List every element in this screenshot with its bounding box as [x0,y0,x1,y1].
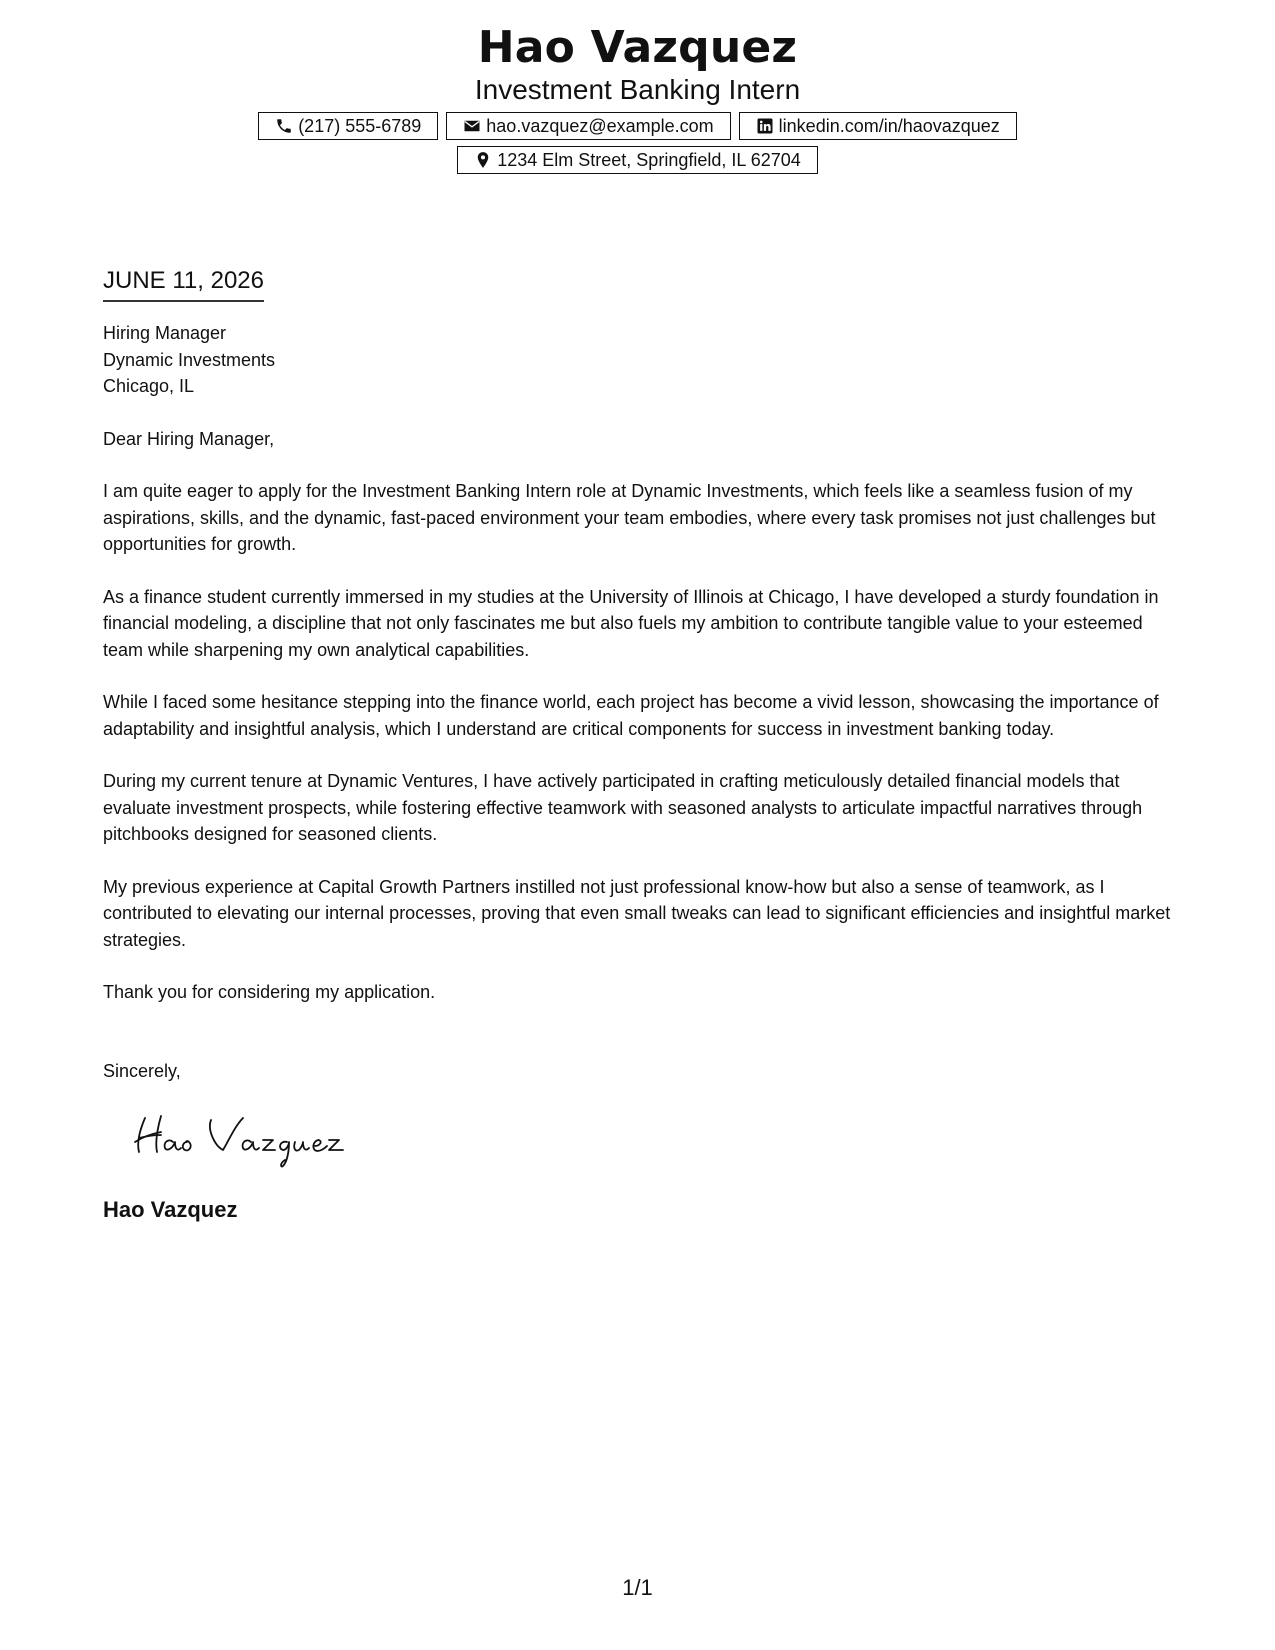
applicant-name: Hao Vazquez [477,22,798,73]
paragraph-education: As a finance student currently immersed in my studies at the University of Illinois at Chicago, I have developed a sturdy foundation in financial modeling, a discipline that not only fascinates me but also fuels my ambition to contribute tangible value to your esteemed team while sharpening my own analytical capabilities. [103,586,1159,660]
contact-row-secondary [0,146,1275,174]
email-address: hao.vazquez@example.com [486,116,714,136]
greeting: Dear Hiring Manager, [103,428,275,449]
phone-icon [275,117,293,135]
recipient-block [103,320,1183,400]
address-chip[interactable] [457,146,818,174]
letter-date: JUNE 11, 2026 [103,266,264,302]
recipient-company: Dynamic Investments [103,349,276,370]
paragraph-intro: I am quite eager to apply for the Investment Banking Intern role at Dynamic Investments, which feels like a seamless fusion of my aspirations, skills, and the dynamic, fast-paced environment your team embodies, where every task promises not just challenges but opportunities for growth. [103,481,1156,554]
paragraph-growth: While I faced some hesitance stepping into the finance world, each project has become a vivid lesson, showcasing the importance of adaptability and insightful analysis, which I understand are critical components for success in investment banking today. [103,692,1159,739]
phone-number: (217) 555-6789 [298,116,422,136]
address-text: 1234 Elm Street, Springfield, IL 62704 [497,150,801,170]
letter-body [103,266,1183,1224]
envelope-icon [463,117,481,135]
linkedin-url: linkedin.com/in/haovazquez [778,116,1000,136]
phone-chip[interactable] [258,112,438,140]
applicant-role: Investment Banking Intern [474,74,801,105]
recipient-location: Chicago, IL [103,376,195,396]
signed-name: Hao Vazquez [103,1196,238,1222]
linkedin-icon [756,117,774,135]
paragraph-previous-role: My previous experience at Capital Growth Partners instilled not just professional know-how but also a sense of teamwork, as I contributed to elevating our internal processes, proving that even small tweaks can lead to significant efficiencies and insightful market strategies. [103,876,1171,950]
contact-row-primary [0,112,1275,140]
paragraph-current-role: During my current tenure at Dynamic Ventures, I have actively participated in crafting meticulously detailed financial models that evaluate investment prospects, while fostering effective teamwork with seasoned analysts to articulate impactful narratives through pitchbooks designed for seasoned clients. [103,771,1143,844]
handwritten-signature [131,1108,351,1170]
paragraph-thanks: Thank you for considering my application. [103,982,436,1002]
map-pin-icon [474,151,492,169]
page-number: 1/1 [622,1575,653,1600]
email-chip[interactable] [446,112,730,140]
linkedin-chip[interactable] [739,112,1017,140]
letter-header [0,22,1275,174]
closing: Sincerely, [103,1060,181,1081]
recipient-title: Hiring Manager [103,323,227,343]
